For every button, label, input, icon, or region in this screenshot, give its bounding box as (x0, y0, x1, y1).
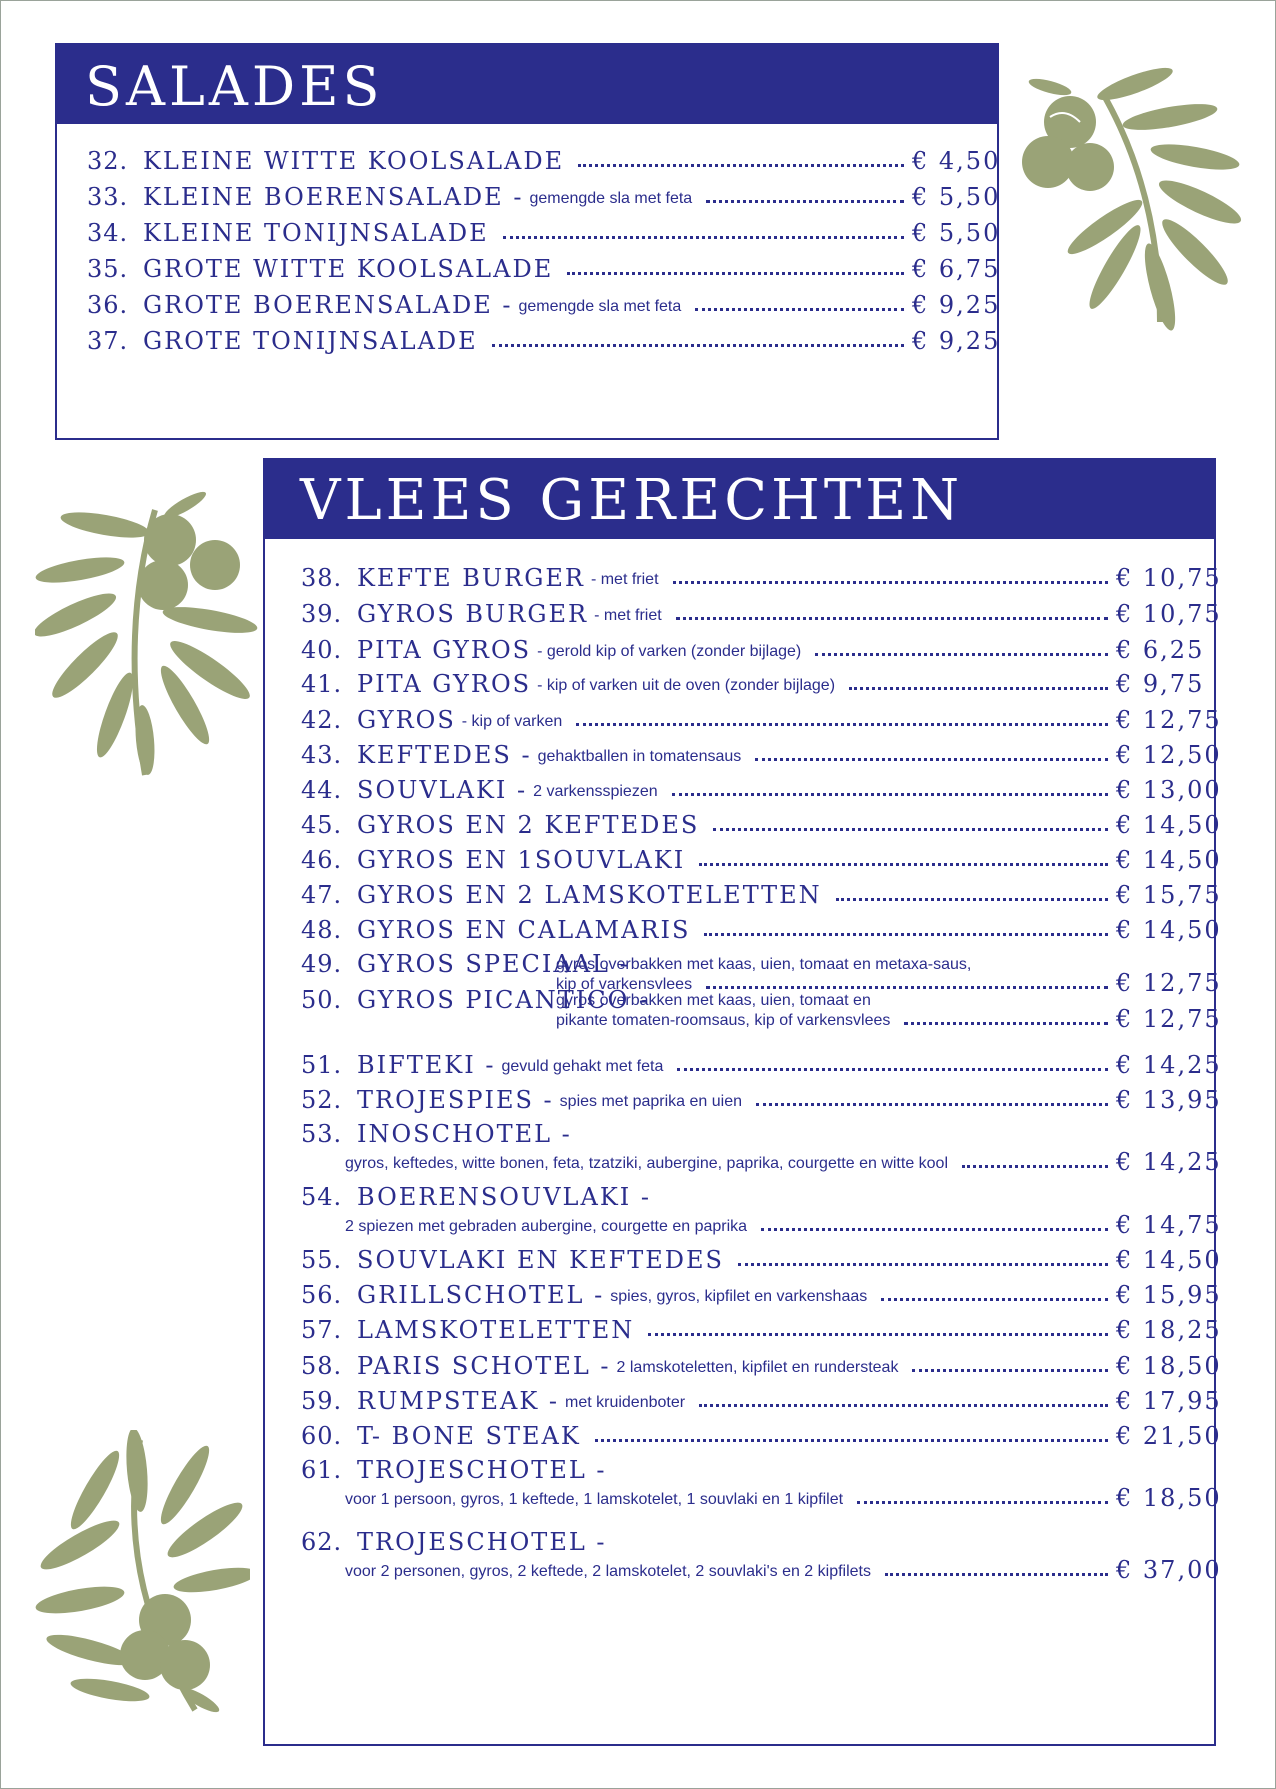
item-price: € 37,00 (1116, 1556, 1222, 1584)
item-price: € 6,25 (1116, 636, 1205, 664)
menu-item (265, 840, 1222, 874)
item-price: € 18,50 (1116, 1484, 1222, 1512)
dot-leader (704, 933, 1108, 936)
item-number: 51. (301, 1051, 343, 1079)
item-number: 35. (87, 255, 129, 283)
dot-leader (695, 308, 904, 311)
menu-item (265, 1416, 1222, 1450)
menu-item (265, 1346, 1222, 1380)
item-price: € 12,75 (1116, 1005, 1222, 1033)
item-name: T- BONE STEAK (357, 1422, 581, 1450)
dot-leader (962, 1165, 1108, 1168)
item-price: € 12,75 (1116, 969, 1222, 997)
item-price: € 14,50 (1116, 811, 1222, 839)
item-name: SOUVLAKI - (357, 776, 528, 804)
dot-leader (578, 164, 904, 167)
item-name: SOUVLAKI EN KEFTEDES (357, 1246, 724, 1274)
item-price: € 6,75 (912, 255, 1001, 283)
item-description: spies, gyros, kipfilet en varkenshaas (610, 1288, 868, 1305)
item-number: 42. (301, 706, 343, 734)
menu-item (57, 141, 1001, 175)
item-number: 53. (301, 1120, 343, 1148)
dot-leader (576, 723, 1108, 726)
menu-item-detail (265, 1554, 1222, 1584)
item-number: 49. (301, 950, 343, 978)
dot-leader (756, 1103, 1108, 1106)
dot-leader (912, 1369, 1108, 1372)
item-name: GYROS EN 1SOUVLAKI (357, 846, 686, 874)
item-number: 59. (301, 1387, 343, 1415)
dot-leader (673, 581, 1108, 584)
menu-item (265, 664, 1214, 698)
dot-leader (761, 1228, 1108, 1231)
item-number: 57. (301, 1316, 343, 1344)
item-number: 61. (301, 1456, 343, 1484)
item-name: RUMPSTEAK - (357, 1387, 559, 1415)
item-name: GYROS EN CALAMARIS (357, 916, 691, 944)
item-number: 50. (301, 986, 343, 1014)
menu-item (265, 910, 1222, 944)
item-number: 55. (301, 1246, 343, 1274)
menu-item (265, 770, 1222, 804)
item-number: 34. (87, 219, 129, 247)
dot-leader (738, 1263, 1108, 1266)
item-description: - met friet (590, 571, 659, 588)
item-price: € 10,75 (1116, 600, 1222, 628)
item-name: TROJESCHOTEL - (357, 1456, 607, 1484)
menu-item (265, 805, 1222, 839)
menu-item (265, 1381, 1222, 1415)
item-name: BIFTEKI - (357, 1051, 496, 1079)
dot-leader (849, 687, 1108, 690)
dot-leader (503, 236, 904, 239)
item-price: € 14,50 (1116, 846, 1222, 874)
item-number: 46. (301, 846, 343, 874)
item-number: 39. (301, 600, 343, 628)
item-number: 56. (301, 1281, 343, 1309)
item-name: LAMSKOTELETTEN (357, 1316, 635, 1344)
dot-leader (677, 1068, 1108, 1071)
item-description: 2 lamskoteletten, kipfilet en rundersteak (616, 1359, 899, 1376)
item-price: € 12,50 (1116, 741, 1222, 769)
item-name: GRILLSCHOTEL - (357, 1281, 605, 1309)
item-name: KEFTE BURGER (357, 564, 585, 592)
item-description: gehaktballen in tomatensaus (537, 748, 742, 765)
item-description: gemengde sla met feta (529, 190, 693, 207)
item-price: € 15,75 (1116, 881, 1222, 909)
item-price: € 10,75 (1116, 564, 1222, 592)
item-number: 32. (87, 147, 129, 175)
item-number: 47. (301, 881, 343, 909)
item-name: GYROS (357, 706, 456, 734)
item-number: 48. (301, 916, 343, 944)
vlees-section (263, 458, 1222, 1746)
item-description: - gerold kip of varken (zonder bijlage) (537, 643, 802, 660)
item-description: 2 varkensspiezen (533, 783, 658, 800)
dot-leader (815, 653, 1108, 656)
item-name: KLEINE WITTE KOOLSALADE (143, 147, 565, 175)
item-description: gyros overbakken met kaas, uien, tomaat en (556, 992, 871, 1009)
item-price: € 5,50 (912, 183, 1001, 211)
menu-item (57, 213, 1001, 247)
menu-item-detail (265, 1003, 1222, 1033)
item-description: - met friet (594, 607, 662, 624)
item-name: GYROS EN 2 KEFTEDES (357, 811, 700, 839)
item-description: met kruidenboter (565, 1394, 686, 1411)
dot-leader (699, 863, 1108, 866)
item-description: gemengde sla met feta (518, 298, 682, 315)
menu-item-detail (265, 1482, 1222, 1512)
item-number: 40. (301, 636, 343, 664)
menu-item (265, 1045, 1222, 1079)
item-description: voor 2 personen, gyros, 2 keftede, 2 lamskotelet, 2 souvlaki's en 2 kipfilets (345, 1563, 871, 1580)
menu-item (265, 1114, 1214, 1148)
dot-leader (567, 272, 904, 275)
item-name: GROTE TONIJNSALADE (143, 327, 478, 355)
item-description: voor 1 persoon, gyros, 1 keftede, 1 lamskotelet, 1 souvlaki en 1 kipfilet (345, 1491, 844, 1508)
vlees-title: VLEES GERECHTEN (265, 460, 1214, 539)
item-number: 54. (301, 1183, 343, 1211)
menu-item (265, 1240, 1222, 1274)
olive-branch-icon (1010, 62, 1250, 342)
menu-item (57, 285, 1001, 319)
item-description: gevuld gehakt met feta (501, 1058, 664, 1075)
dot-leader (713, 828, 1108, 831)
menu-item (265, 1522, 1214, 1556)
item-price: € 14,50 (1116, 1246, 1222, 1274)
menu-item (265, 594, 1222, 628)
menu-item (57, 177, 1001, 211)
item-description: gyros overbakken met kaas, uien, tomaat en metaxa-saus, (556, 956, 972, 973)
item-price: € 14,25 (1116, 1051, 1222, 1079)
item-number: 44. (301, 776, 343, 804)
salades-title: SALADES (57, 45, 997, 124)
olive-branch-icon (35, 1430, 250, 1720)
item-name: GROTE BOERENSALADE - (143, 291, 513, 319)
menu-item (57, 249, 1001, 283)
item-description: kip of varkensvlees (556, 976, 693, 993)
item-name: GYROS SPECIAAL - (357, 950, 630, 978)
menu-item-detail (265, 1209, 1222, 1239)
menu-item (265, 1080, 1222, 1114)
item-price: € 9,25 (912, 291, 1001, 319)
item-name: GROTE WITTE KOOLSALADE (143, 255, 554, 283)
dot-leader (755, 758, 1108, 761)
item-description: spies met paprika en uien (559, 1093, 742, 1110)
dot-leader (648, 1333, 1108, 1336)
dot-leader (672, 793, 1108, 796)
item-number: 33. (87, 183, 129, 211)
menu-item (265, 1310, 1222, 1344)
item-name: KEFTEDES - (357, 741, 532, 769)
item-description: - kip of varken (461, 713, 563, 730)
item-number: 45. (301, 811, 343, 839)
item-price: € 4,50 (912, 147, 1001, 175)
item-name: KLEINE BOERENSALADE - (143, 183, 524, 211)
item-price: € 9,25 (912, 327, 1001, 355)
dot-leader (881, 1298, 1108, 1301)
item-price: € 5,50 (912, 219, 1001, 247)
salades-section (55, 43, 999, 440)
item-price: € 21,50 (1116, 1422, 1222, 1450)
item-name: GYROS PICANTICO - (357, 986, 649, 1014)
item-name: GYROS EN 2 LAMSKOTELETTEN (357, 881, 822, 909)
item-description: pikante tomaten-roomsaus, kip of varkensvlees (556, 1012, 891, 1029)
item-price: € 15,95 (1116, 1281, 1222, 1309)
item-name: PARIS SCHOTEL - (357, 1352, 611, 1380)
menu-item-detail (265, 1146, 1222, 1176)
item-price: € 14,50 (1116, 916, 1222, 944)
item-name: TROJESPIES - (357, 1086, 554, 1114)
menu-item (265, 1275, 1222, 1309)
item-number: 52. (301, 1086, 343, 1114)
item-price: € 12,75 (1116, 706, 1222, 734)
item-price: € 18,50 (1116, 1352, 1222, 1380)
item-description: - kip of varken uit de oven (zonder bijlage) (537, 677, 836, 694)
item-name: BOERENSOUVLAKI - (357, 1183, 651, 1211)
dot-leader (836, 898, 1108, 901)
menu-item (265, 558, 1222, 592)
dot-leader (699, 1404, 1108, 1407)
item-name: INOSCHOTEL - (357, 1120, 572, 1148)
menu-item (265, 1177, 1214, 1211)
item-number: 41. (301, 670, 343, 698)
item-price: € 13,95 (1116, 1086, 1222, 1114)
menu-item (57, 321, 1001, 355)
item-name: GYROS BURGER (357, 600, 589, 628)
item-name: PITA GYROS (357, 636, 532, 664)
olive-branch-icon (35, 490, 260, 780)
item-number: 60. (301, 1422, 343, 1450)
item-number: 58. (301, 1352, 343, 1380)
item-number: 43. (301, 741, 343, 769)
item-number: 36. (87, 291, 129, 319)
dot-leader (904, 1022, 1108, 1025)
dot-leader (492, 344, 904, 347)
item-number: 37. (87, 327, 129, 355)
dot-leader (706, 200, 904, 203)
item-price: € 18,25 (1116, 1316, 1222, 1344)
item-number: 62. (301, 1528, 343, 1556)
dot-leader (676, 617, 1108, 620)
item-price: € 14,75 (1116, 1211, 1222, 1239)
dot-leader (857, 1501, 1108, 1504)
item-price: € 14,25 (1116, 1148, 1222, 1176)
item-price: € 13,00 (1116, 776, 1222, 804)
dot-leader (595, 1439, 1108, 1442)
menu-item (265, 700, 1222, 734)
item-name: KLEINE TONIJNSALADE (143, 219, 489, 247)
item-price: € 17,95 (1116, 1387, 1222, 1415)
menu-item (265, 630, 1214, 664)
menu-item (265, 1450, 1214, 1484)
item-name: TROJESCHOTEL - (357, 1528, 607, 1556)
item-number: 38. (301, 564, 343, 592)
menu-item (265, 735, 1222, 769)
menu-item (265, 875, 1222, 909)
item-name: PITA GYROS (357, 670, 532, 698)
item-price: € 9,75 (1116, 670, 1205, 698)
dot-leader (885, 1573, 1108, 1576)
item-description: gyros, keftedes, witte bonen, feta, tzatziki, aubergine, paprika, courgette en witte kool (345, 1155, 949, 1172)
item-description: 2 spiezen met gebraden aubergine, courgette en paprika (345, 1218, 748, 1235)
